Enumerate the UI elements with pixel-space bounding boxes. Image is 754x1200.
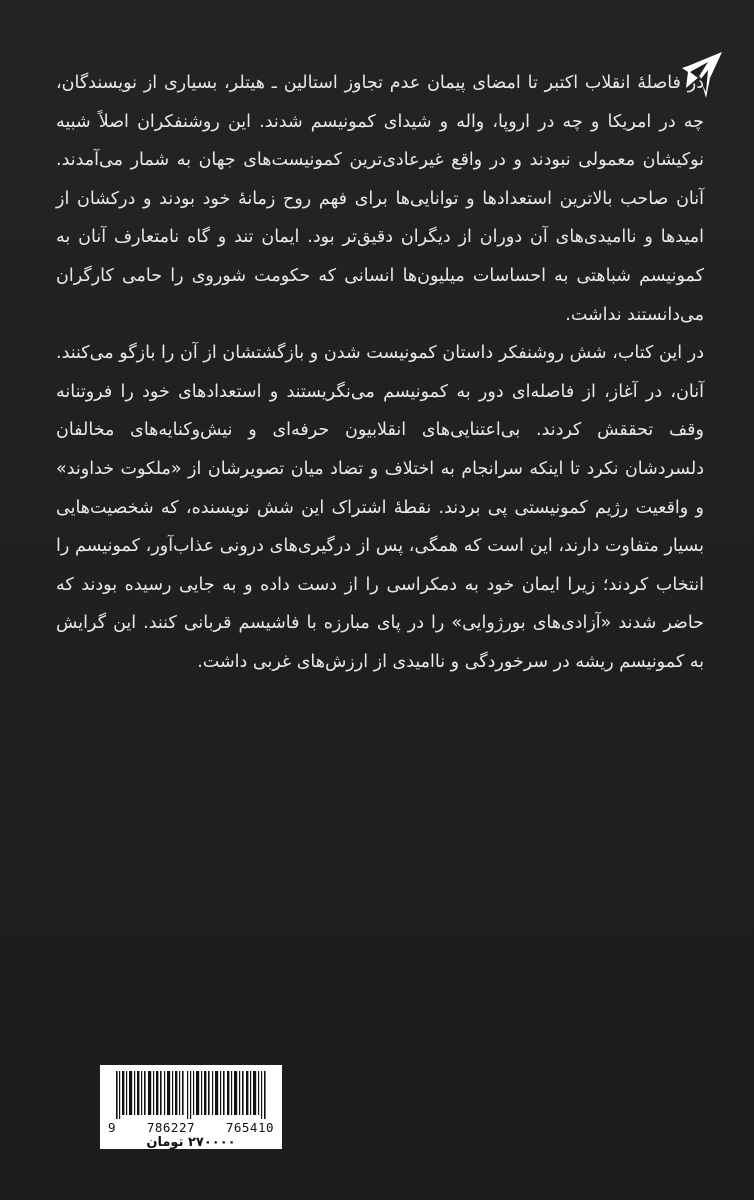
blurb-paragraph-1: در فاصلهٔ انقلاب اکتبر تا امضای پیمان عدم تجاوز استالین ـ هیتلر، بسیاری از نویسندگان، چه در امریکا و چه در اروپا، واله و شیدای کمونیسم شدند. این روشنفکران اصلاً شبیه نوکیشان معمولی نبودند و در واقع غیرعادی‌ترین کمونیست‌های جهان به شمار می‌آمدند. آنان صاحب بالاترین استعدادها و توانایی‌ها برای فهم روح زمانهٔ خود بودند و درکشان از امیدها و ناامیدی‌های آن دوران از دیگران دقیق‌تر بود. ایمان تند و گاه نامتعارف آنان به کمونیسم شباهتی به احساسات میلیون‌ها انسانی که حکومت شوروی را حامی کارگران می‌دانستند نداشت. xyxy=(56,73,704,325)
isbn-digits xyxy=(108,1120,274,1135)
price-label: ۲۷۰۰۰۰ تومان xyxy=(146,1135,236,1150)
barcode xyxy=(108,1071,274,1119)
isbn-group-2: 765410 xyxy=(225,1120,274,1135)
isbn-group-1: 786227 xyxy=(146,1120,196,1135)
blurb-text xyxy=(56,64,704,682)
isbn-barcode-label xyxy=(100,1065,282,1149)
blurb-paragraph-2: در این کتاب، شش روشنفکر داستان کمونیست شدن و بازگشتشان از آن را بازگو می‌کنند. آنان، در آغاز، از فاصله‌ای دور به کمونیسم می‌نگریستند و استعدادهای خود را فروتنانه وقف تحققش کردند. بی‌اعتنایی‌های انقلابیون حرفه‌ای و نیش‌وکنایه‌های مخالفان دلسردشان نکرد تا اینکه سرانجام به اختلاف و تضاد میان تصویرشان از «ملکوت خداوند» و واقعیت رژیم کمونیستی پی بردند. نقطهٔ اشتراک این شش نویسنده، که شخصیت‌هایی بسیار متفاوت دارند، این است که همگی، پس از درگیری‌های درونی عذاب‌آور، کمونیسم را انتخاب کردند؛ زیرا ایمان خود به دمکراسی را از دست داده و به جایی رسیده بودند که حاضر شدند «آزادی‌های بورژوایی» را در پای مبارزه با فاشیسم قربانی کنند. این گرایش به کمونیسم ریشه در سرخوردگی و ناامیدی از ارزش‌های غربی داشت. xyxy=(56,343,704,672)
isbn-first-digit: 9 xyxy=(108,1120,117,1135)
